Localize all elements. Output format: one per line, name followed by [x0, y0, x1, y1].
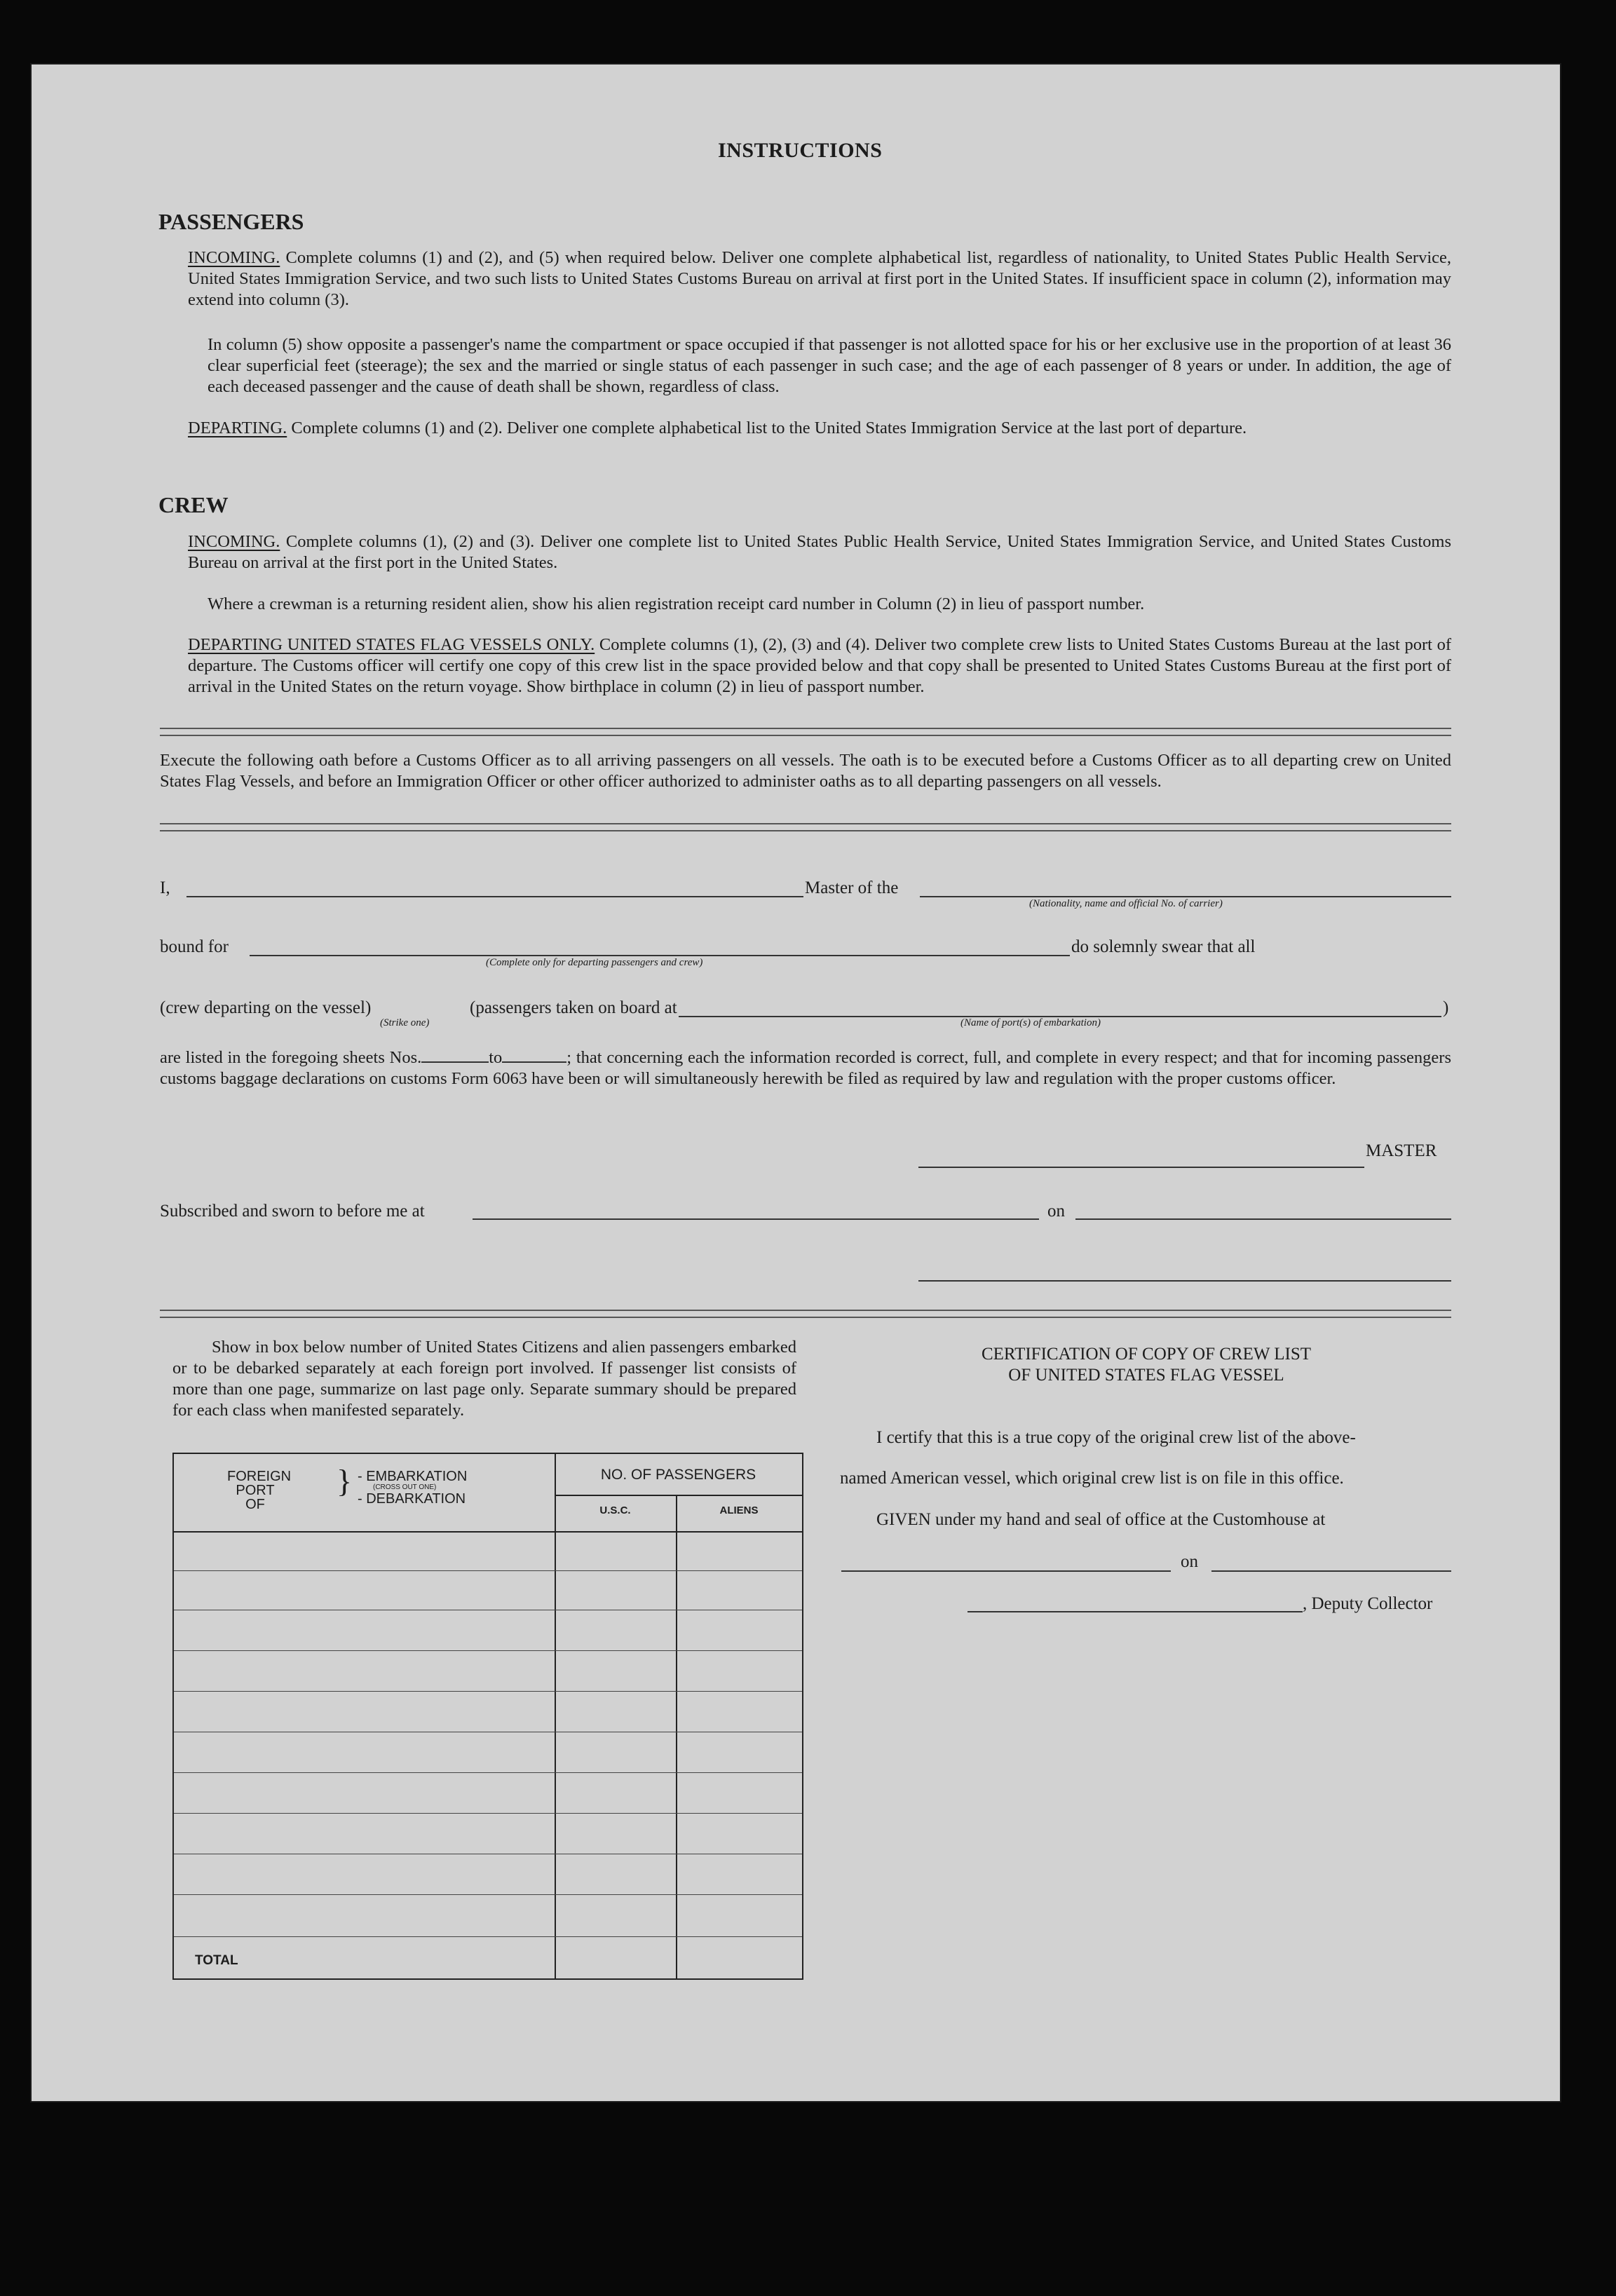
embarkation-label: - EMBARKATION	[358, 1469, 468, 1484]
deputy-collector-signature-field[interactable]	[967, 1611, 1303, 1612]
certification-heading	[841, 1344, 1451, 1386]
foreign-port-of-label	[227, 1469, 292, 1512]
oath-instructions: Execute the following oath before a Customs Officer as to all arriving passengers on all vessels. The oath is to be executed before a Customs Officer as to all departing crew on United States Flag Vessels, and before an Immigration Officer or other officer authorized to administer oaths as to all departing passengers on all vessels.	[160, 751, 1451, 791]
subscribed-on-label: on	[1047, 1202, 1065, 1221]
master-label: MASTER	[1366, 1141, 1437, 1160]
certify-line1: I certify that this is a true copy of the original crew list of the above-	[876, 1428, 1356, 1447]
certification-date-field[interactable]	[1211, 1570, 1451, 1572]
embarkation-debarkation-label	[358, 1469, 467, 1506]
header-bottom-rule	[174, 1531, 802, 1533]
divider	[160, 823, 1451, 831]
carrier-field[interactable]	[920, 896, 1451, 897]
complete-only-caption: (Complete only for departing passengers and crew)	[486, 957, 703, 968]
header-mid-rule	[555, 1495, 802, 1496]
instructions-title: INSTRUCTIONS	[718, 139, 883, 162]
of-label: OF	[245, 1497, 265, 1512]
given-text: GIVEN under my hand and seal of office at the Customhouse at	[876, 1510, 1326, 1529]
column-divider	[555, 1454, 556, 1978]
certification-heading-line1: CERTIFICATION OF COPY OF CREW LIST	[981, 1345, 1312, 1364]
table-row[interactable]	[174, 1691, 802, 1692]
oath-i-label: I,	[160, 878, 170, 897]
crew-departing-label: DEPARTING UNITED STATES FLAG VESSELS ONLY.	[188, 635, 595, 654]
subscribed-label: Subscribed and sworn to before me at	[160, 1202, 425, 1221]
listed-to: to	[489, 1048, 503, 1067]
passengers-incoming-label: INCOMING.	[188, 248, 280, 267]
master-name-field[interactable]	[186, 896, 803, 897]
officer-signature-field[interactable]	[918, 1280, 1451, 1282]
master-signature-field[interactable]	[918, 1167, 1364, 1168]
carrier-caption: (Nationality, name and official No. of carrier)	[1029, 898, 1223, 909]
table-row[interactable]	[174, 1936, 802, 1937]
deputy-collector-label: , Deputy Collector	[1303, 1594, 1433, 1613]
table-row[interactable]	[174, 1570, 802, 1571]
listed-paragraph	[160, 1047, 1451, 1089]
no-of-passengers-header: NO. OF PASSENGERS	[600, 1467, 756, 1483]
crew-departing-option: (crew departing on the vessel)	[160, 998, 372, 1017]
crew-crewman-paragraph: Where a crewman is a returning resident alien, show his alien registration receipt card number in Column (2) in lieu of passport number.	[208, 595, 1145, 613]
table-row[interactable]	[174, 1894, 802, 1895]
subscribed-date-field[interactable]	[1075, 1218, 1451, 1220]
certification-on-label: on	[1181, 1552, 1198, 1571]
certification-heading-line2: OF UNITED STATES FLAG VESSEL	[1008, 1366, 1284, 1385]
cross-out-one-label: (CROSS OUT ONE)	[373, 1483, 437, 1491]
usc-header: U.S.C.	[599, 1504, 631, 1516]
bound-for-field[interactable]	[250, 955, 1070, 956]
listed-text-b: ; that concerning each the information recorded is correct, full, and complete in every respect; and that for incoming passengers customs baggage declarations on customs Form 6063 have been or will simultaneously herewith be filed as required by law and regulation with the proper customs officer.	[160, 1048, 1451, 1088]
passengers-column5-paragraph: In column (5) show opposite a passenger's name the compartment or space occupied if that passenger is not allotted space for his or her exclusive use in the proportion of at least 36 clear superficial feet (steerage); the sex and the married or single status of each passenger in such case; and the age of each passenger of 8 years or under. In addition, the age of each deceased passenger and the cause of death shall be shown, regardless of class.	[208, 335, 1451, 396]
crew-heading: CREW	[158, 492, 229, 517]
passenger-summary-table	[172, 1453, 803, 1980]
strike-one-caption: (Strike one)	[380, 1017, 430, 1028]
passengers-taken-option: (passengers taken on board at	[470, 998, 677, 1017]
swear-text: do solemnly swear that all	[1071, 937, 1256, 956]
aliens-header: ALIENS	[719, 1504, 759, 1516]
sheet-from-field[interactable]	[421, 1047, 489, 1063]
ports-caption: (Name of port(s) of embarkation)	[960, 1017, 1101, 1028]
listed-text-a: are listed in the foregoing sheets Nos.	[160, 1048, 422, 1067]
crew-incoming-label: INCOMING.	[188, 532, 280, 551]
crew-departing-text: Complete columns (1), (2), (3) and (4). Deliver two complete crew lists to United States Customs Bureau at the last port of departure. The Customs officer will certify one copy of this crew list in the space provided below and that copy shall be presented to United States Customs Bureau at the first port of arrival in the United States on the return voyage. Show birthplace in column (2) in lieu of passport number.	[188, 635, 1451, 696]
subscribed-place-field[interactable]	[473, 1218, 1039, 1220]
oath-master-of-the: Master of the	[805, 878, 899, 897]
foreign-label: FOREIGN	[227, 1469, 292, 1484]
column-divider	[676, 1496, 677, 1978]
certify-line2: named American vessel, which original crew list is on file in this office.	[840, 1469, 1344, 1488]
port-label: PORT	[236, 1483, 275, 1498]
brace-icon: }	[337, 1463, 353, 1499]
crew-departing-paragraph	[188, 634, 1451, 698]
crew-incoming-text: Complete columns (1), (2) and (3). Deliver one complete list to United States Public Health Service, United States Immigration Service, and United States Customs Bureau on arrival at the first port in the United States.	[188, 532, 1451, 572]
crew-incoming-paragraph	[188, 531, 1451, 573]
passengers-departing-label: DEPARTING.	[188, 419, 287, 437]
table-row[interactable]	[174, 1813, 802, 1814]
close-paren: )	[1443, 998, 1449, 1017]
customhouse-place-field[interactable]	[841, 1570, 1171, 1572]
passengers-heading: PASSENGERS	[158, 209, 304, 234]
table-row[interactable]	[174, 1772, 802, 1773]
summary-instructions: Show in box below number of United States Citizens and alien passengers embarked or to be debarked separately at each foreign port involved. If passenger list consists of more than one page, summarize on last page only. Separate summary should be prepared for each class when manifested separately.	[172, 1338, 796, 1420]
passengers-departing-text: Complete columns (1) and (2). Deliver one complete alphabetical list to the United States Immigration Service at the last port of departure.	[291, 419, 1247, 437]
sheet-to-field[interactable]	[502, 1047, 566, 1063]
passengers-departing-paragraph	[188, 418, 1451, 439]
passengers-incoming-paragraph	[188, 247, 1451, 311]
divider	[160, 1310, 1451, 1318]
total-label: TOTAL	[195, 1953, 238, 1968]
debarkation-label: - DEBARKATION	[358, 1491, 466, 1507]
divider	[160, 728, 1451, 736]
bound-for-label: bound for	[160, 937, 229, 956]
table-row[interactable]	[174, 1650, 802, 1651]
passengers-incoming-text: Complete columns (1) and (2), and (5) when required below. Deliver one complete alphabetical list, regardless of nationality, to United States Public Health Service, United States Immigration Service, and two such lists to United States Customs Bureau on arrival at first port in the United States. If insufficient space in column (2), information may extend into column (3).	[188, 248, 1452, 309]
